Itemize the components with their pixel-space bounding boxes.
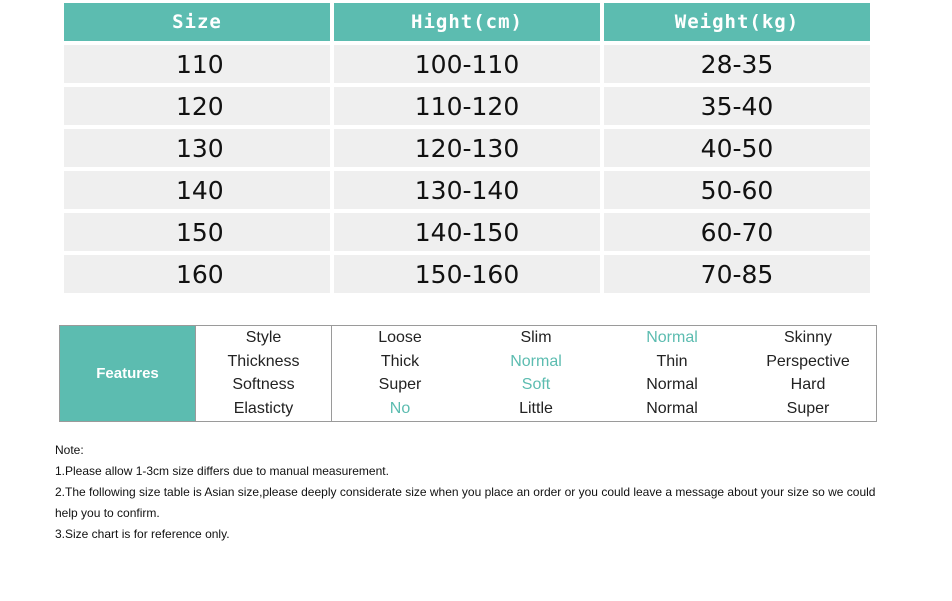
option-cell: Little [519, 400, 553, 418]
weight-cell: 40-50 [604, 129, 870, 167]
attribute-softness: Softness [232, 376, 295, 394]
height-cell: 120-130 [334, 129, 600, 167]
table-row [64, 171, 870, 209]
note-line-2: 2.The following size table is Asian size,please deeply considerate size when you place an order or you could leave a message about your size so we could [55, 485, 876, 499]
option-cell: Perspective [766, 352, 850, 370]
height-cell: 140-150 [334, 213, 600, 251]
features-grid [196, 326, 876, 421]
table-row [64, 87, 870, 125]
weight-cell: 60-70 [604, 213, 870, 251]
table-row [64, 213, 870, 251]
option-cell: Loose [378, 328, 422, 346]
option-cell: Normal [646, 328, 698, 346]
size-table [64, 3, 870, 293]
option-cell: Super [378, 376, 422, 394]
height-cell: 100-110 [334, 45, 600, 83]
option-cell: Thick [380, 352, 420, 370]
note-line-2-continued: help you to confirm. [55, 506, 160, 520]
attribute-thickness: Thickness [227, 352, 300, 370]
height-cell: 110-120 [334, 87, 600, 125]
size-cell: 140 [64, 171, 330, 209]
header-weight: Weight(kg) [604, 3, 870, 41]
size-cell: 150 [64, 213, 330, 251]
height-cell: 130-140 [334, 171, 600, 209]
header-size: Size [64, 3, 330, 41]
features-option-column-4 [740, 326, 876, 421]
weight-cell: 35-40 [604, 87, 870, 125]
features-option-column-3 [604, 326, 740, 421]
table-row [64, 129, 870, 167]
size-cell: 160 [64, 255, 330, 293]
attribute-elasticity: Elasticty [233, 400, 294, 418]
weight-cell: 50-60 [604, 171, 870, 209]
size-cell: 120 [64, 87, 330, 125]
note-line-1: 1.Please allow 1-3cm size differs due to manual measurement. [55, 464, 389, 478]
size-cell: 110 [64, 45, 330, 83]
notes-section [55, 440, 895, 545]
option-cell: Thin [656, 352, 688, 370]
attribute-style: Style [245, 328, 282, 346]
header-height: Hight(cm) [334, 3, 600, 41]
option-cell: Normal [646, 376, 698, 394]
height-cell: 150-160 [334, 255, 600, 293]
features-option-column-1 [332, 326, 468, 421]
option-cell: No [389, 400, 411, 418]
size-cell: 130 [64, 129, 330, 167]
option-cell: Super [786, 400, 830, 418]
weight-cell: 70-85 [604, 255, 870, 293]
notes-title: Note: [55, 443, 84, 457]
note-line-3: 3.Size chart is for reference only. [55, 527, 230, 541]
option-cell: Soft [521, 376, 551, 394]
features-label: Features [60, 326, 196, 421]
features-option-column-2 [468, 326, 604, 421]
table-row [64, 255, 870, 293]
table-row [64, 45, 870, 83]
option-cell: Normal [510, 352, 562, 370]
features-attribute-column [196, 326, 332, 421]
option-cell: Skinny [783, 328, 833, 346]
size-table-header [64, 3, 870, 41]
weight-cell: 28-35 [604, 45, 870, 83]
features-table [59, 325, 877, 422]
option-cell: Normal [646, 400, 698, 418]
option-cell: Hard [790, 376, 826, 394]
option-cell: Slim [520, 328, 552, 346]
